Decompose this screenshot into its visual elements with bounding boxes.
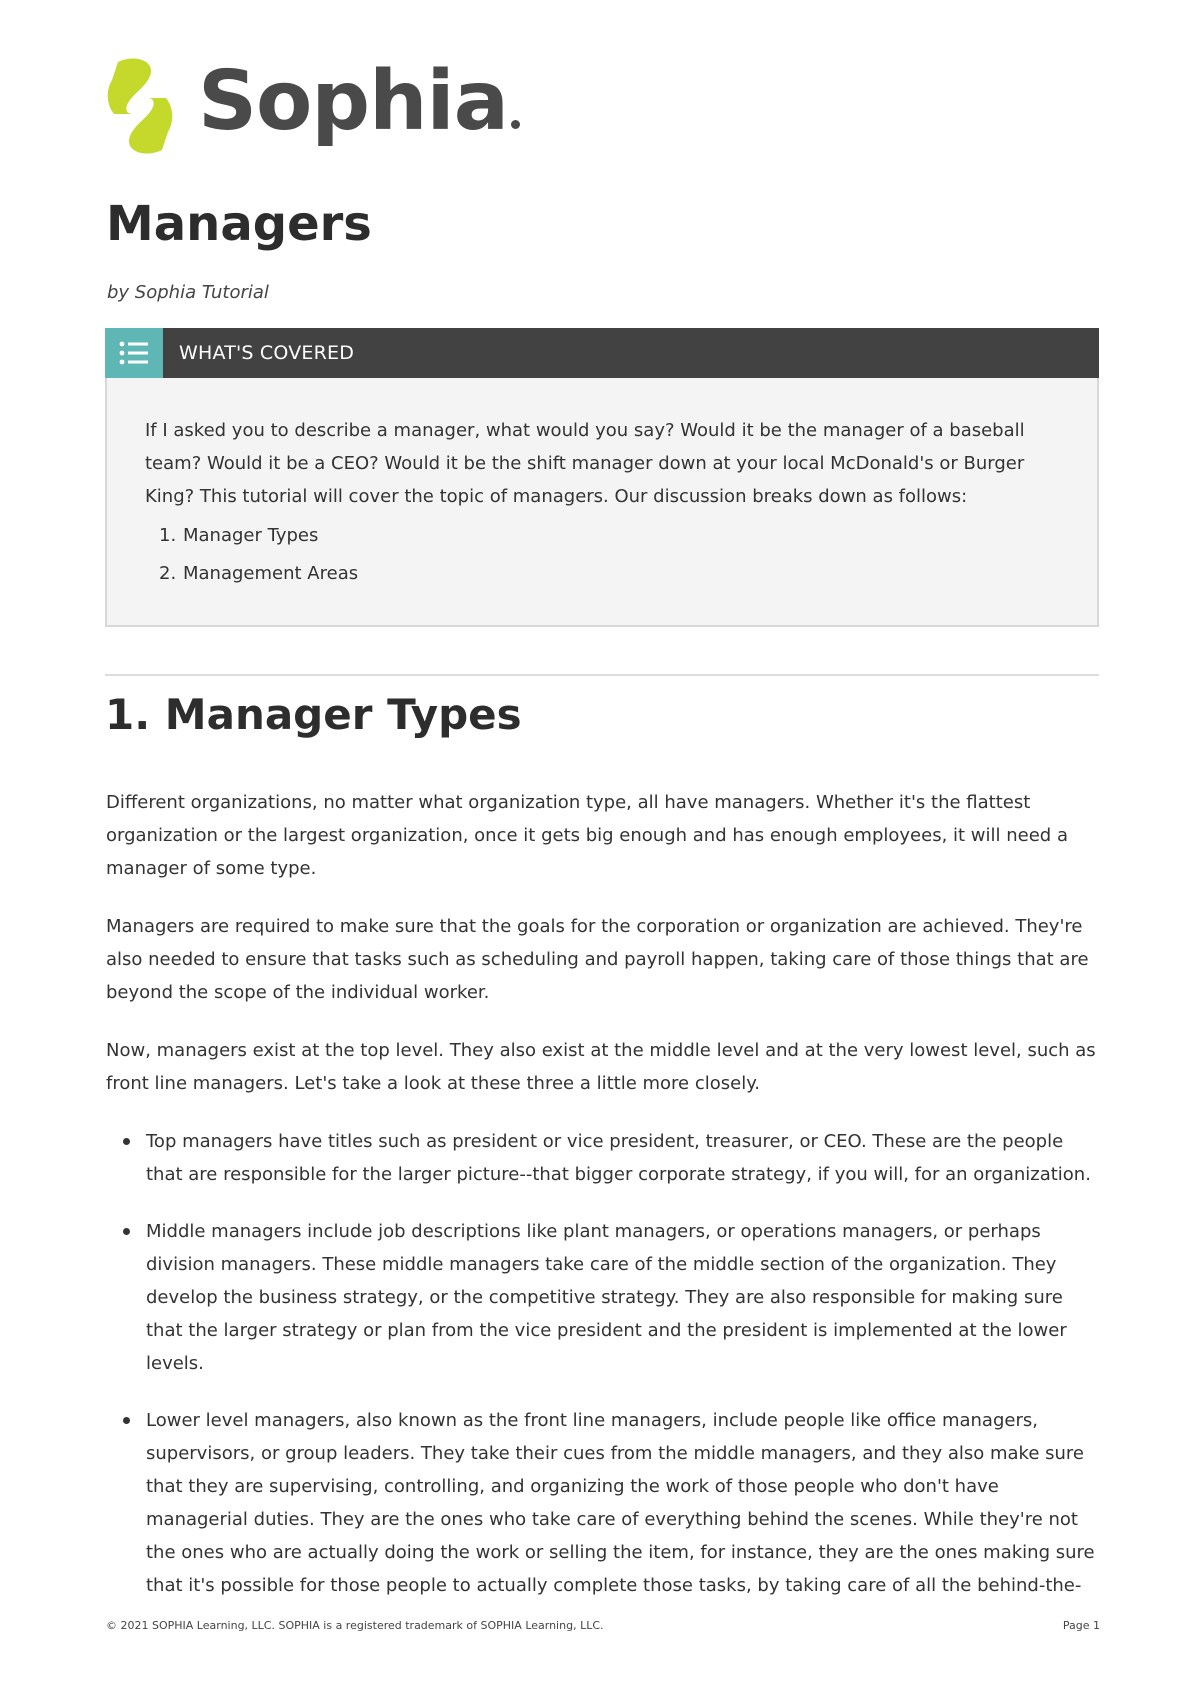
whats-covered-header — [105, 328, 1099, 378]
whats-covered-intro: If I asked you to describe a manager, what would you say? Would it be the manager of a baseball team? Would it be a CEO? Would it be the shift manager down at your local McDonald's or Burger King? This tutorial will cover the topic of managers. Our discussion breaks down as follows: — [145, 420, 1025, 507]
list-item — [159, 517, 1045, 555]
bullet-dot-icon — [123, 1228, 130, 1235]
bullet-text: Top managers have titles such as president or vice president, treasurer, or CEO. These are the people that are responsible for the larger picture--that bigger corporate strategy, if you will, for an organization. — [146, 1131, 1091, 1185]
section-heading: 1. Manager Types — [105, 690, 522, 739]
list-item-label: Management Areas — [183, 563, 359, 584]
list-item — [159, 555, 1045, 593]
whats-covered-body — [145, 414, 1045, 593]
whats-covered-title: WHAT'S COVERED — [179, 342, 355, 364]
whats-covered-list — [145, 517, 1045, 593]
sophia-logo-mark-icon — [104, 56, 176, 156]
bullet-text: Lower level managers, also known as the front line managers, include people like office managers, supervisors, or group leaders. They take their cues from the middle managers, and they also make sure that they are supervising, controlling, and organizing the work of those people who don't have managerial duties. They are the ones who take care of everything behind the scenes. While they're not the ones who are actually doing the work or selling the item, for instance, they are the ones making sure that it's possible for those people to actually complete those tasks, by taking care of all the behind-the- — [146, 1410, 1095, 1596]
bullet-dot-icon — [123, 1417, 130, 1424]
whats-covered-box — [105, 328, 1099, 627]
sophia-logo — [104, 56, 520, 156]
wordmark-dot — [511, 120, 520, 129]
paragraph: Now, managers exist at the top level. They also exist at the middle level and at the very lowest level, such as front line managers. Let's take a look at these three a little more closely. — [106, 1040, 1096, 1094]
bullet-dot-icon — [123, 1138, 130, 1145]
footer-copyright: © 2021 SOPHIA Learning, LLC. SOPHIA is a registered trademark of SOPHIA Learning, LLC. — [106, 1619, 604, 1632]
byline: by Sophia Tutorial — [107, 282, 269, 303]
list-item-number: 1. — [159, 525, 177, 546]
bullet-item — [106, 1215, 1104, 1380]
list-item-number: 2. — [159, 563, 177, 584]
list-item-label: Manager Types — [183, 525, 319, 546]
footer-page-number: Page 1 — [1062, 1619, 1100, 1632]
section-content — [106, 786, 1104, 1626]
whats-covered-icon-box — [105, 328, 163, 378]
bullet-item — [106, 1404, 1104, 1602]
list-icon — [119, 341, 149, 365]
page-title: Managers — [106, 196, 372, 252]
paragraph: Managers are required to make sure that the goals for the corporation or organization are achieved. They're also needed to ensure that tasks such as scheduling and payroll happen, taking care of those things that are beyond the scope of the individual worker. — [106, 916, 1089, 1003]
section-divider — [105, 674, 1099, 676]
bullet-item — [106, 1125, 1104, 1191]
sophia-wordmark: Sophia — [198, 61, 520, 143]
bullet-text: Middle managers include job descriptions like plant managers, or operations managers, or perhaps division managers. These middle managers take care of the middle section of the organization. They develop the business strategy, or the competitive strategy. They are also responsible for making sure that the larger strategy or plan from the vice president and the president is implemented at the lower levels. — [146, 1221, 1067, 1374]
paragraph: Different organizations, no matter what organization type, all have managers. Whether it's the flattest organization or the largest organization, once it gets big enough and has enough employees, it will need a manager of some type. — [106, 792, 1068, 879]
bullet-list — [106, 1125, 1104, 1602]
